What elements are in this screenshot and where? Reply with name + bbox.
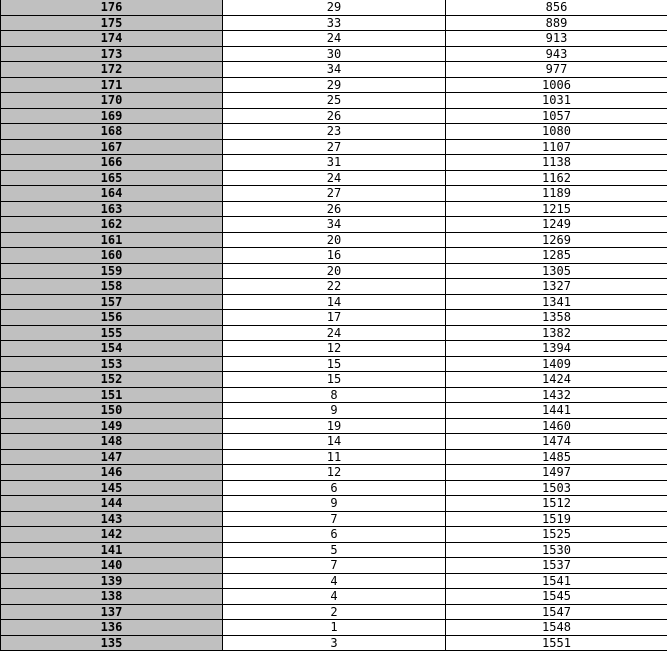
row-cumulative-cell: 1432 [446,387,667,403]
row-count-cell: 14 [223,294,446,310]
table-row [1,186,667,202]
row-key-cell: 161 [1,232,223,248]
table-row [1,620,667,636]
table-body [1,0,667,651]
row-key-cell: 156 [1,310,223,326]
row-count-cell: 22 [223,279,446,295]
row-key-cell: 169 [1,108,223,124]
table-row [1,124,667,140]
row-key-cell: 138 [1,589,223,605]
table-row [1,496,667,512]
row-count-cell: 1 [223,620,446,636]
table-row [1,170,667,186]
row-count-cell: 26 [223,108,446,124]
table-row [1,108,667,124]
table-row [1,511,667,527]
row-count-cell: 7 [223,511,446,527]
row-key-cell: 136 [1,620,223,636]
row-count-cell: 14 [223,434,446,450]
row-cumulative-cell: 1460 [446,418,667,434]
row-count-cell: 33 [223,15,446,31]
row-cumulative-cell: 1424 [446,372,667,388]
table-row [1,62,667,78]
row-cumulative-cell: 1409 [446,356,667,372]
row-key-cell: 149 [1,418,223,434]
row-cumulative-cell: 1285 [446,248,667,264]
row-key-cell: 152 [1,372,223,388]
row-count-cell: 29 [223,77,446,93]
row-key-cell: 139 [1,573,223,589]
row-cumulative-cell: 1525 [446,527,667,543]
row-count-cell: 9 [223,496,446,512]
row-cumulative-cell: 1548 [446,620,667,636]
table-row [1,139,667,155]
table-row [1,480,667,496]
row-count-cell: 3 [223,635,446,651]
row-cumulative-cell: 1080 [446,124,667,140]
row-cumulative-cell: 1547 [446,604,667,620]
row-key-cell: 166 [1,155,223,171]
row-cumulative-cell: 1215 [446,201,667,217]
row-key-cell: 164 [1,186,223,202]
row-cumulative-cell: 1382 [446,325,667,341]
table-row [1,217,667,233]
row-key-cell: 174 [1,31,223,47]
table-row [1,232,667,248]
row-key-cell: 144 [1,496,223,512]
row-count-cell: 23 [223,124,446,140]
table-row [1,263,667,279]
row-key-cell: 137 [1,604,223,620]
row-cumulative-cell: 977 [446,62,667,78]
row-count-cell: 17 [223,310,446,326]
row-cumulative-cell: 1394 [446,341,667,357]
row-cumulative-cell: 1551 [446,635,667,651]
row-key-cell: 173 [1,46,223,62]
row-key-cell: 155 [1,325,223,341]
table-row [1,465,667,481]
row-cumulative-cell: 1537 [446,558,667,574]
row-key-cell: 148 [1,434,223,450]
row-cumulative-cell: 1503 [446,480,667,496]
row-key-cell: 135 [1,635,223,651]
row-cumulative-cell: 1530 [446,542,667,558]
row-key-cell: 165 [1,170,223,186]
row-key-cell: 154 [1,341,223,357]
row-count-cell: 29 [223,0,446,15]
row-count-cell: 15 [223,356,446,372]
row-count-cell: 6 [223,527,446,543]
row-count-cell: 12 [223,341,446,357]
table-row [1,604,667,620]
row-key-cell: 140 [1,558,223,574]
row-cumulative-cell: 1358 [446,310,667,326]
table-row [1,15,667,31]
row-key-cell: 162 [1,217,223,233]
row-count-cell: 4 [223,573,446,589]
row-count-cell: 24 [223,325,446,341]
table-row [1,248,667,264]
row-count-cell: 2 [223,604,446,620]
row-key-cell: 147 [1,449,223,465]
table-row [1,372,667,388]
row-key-cell: 159 [1,263,223,279]
row-cumulative-cell: 1497 [446,465,667,481]
row-count-cell: 31 [223,155,446,171]
row-cumulative-cell: 1519 [446,511,667,527]
row-count-cell: 24 [223,170,446,186]
table-row [1,434,667,450]
row-count-cell: 7 [223,558,446,574]
table-row [1,387,667,403]
row-cumulative-cell: 1249 [446,217,667,233]
row-count-cell: 25 [223,93,446,109]
row-cumulative-cell: 1545 [446,589,667,605]
row-cumulative-cell: 1138 [446,155,667,171]
row-key-cell: 150 [1,403,223,419]
row-count-cell: 11 [223,449,446,465]
row-cumulative-cell: 913 [446,31,667,47]
table-row [1,403,667,419]
row-cumulative-cell: 1327 [446,279,667,295]
row-key-cell: 146 [1,465,223,481]
row-key-cell: 167 [1,139,223,155]
row-count-cell: 15 [223,372,446,388]
row-cumulative-cell: 1269 [446,232,667,248]
table-row [1,201,667,217]
table-row [1,31,667,47]
row-cumulative-cell: 1107 [446,139,667,155]
row-key-cell: 171 [1,77,223,93]
row-cumulative-cell: 1006 [446,77,667,93]
row-key-cell: 168 [1,124,223,140]
table-row [1,542,667,558]
row-key-cell: 142 [1,527,223,543]
table-row [1,558,667,574]
table-row [1,93,667,109]
table-row [1,0,667,15]
row-cumulative-cell: 856 [446,0,667,15]
row-count-cell: 30 [223,46,446,62]
row-key-cell: 160 [1,248,223,264]
row-key-cell: 145 [1,480,223,496]
row-count-cell: 34 [223,62,446,78]
row-count-cell: 6 [223,480,446,496]
row-cumulative-cell: 1305 [446,263,667,279]
table-row [1,294,667,310]
row-count-cell: 27 [223,139,446,155]
row-count-cell: 20 [223,263,446,279]
row-cumulative-cell: 1162 [446,170,667,186]
table-row [1,573,667,589]
row-cumulative-cell: 1474 [446,434,667,450]
row-count-cell: 34 [223,217,446,233]
table-row [1,527,667,543]
table-row [1,77,667,93]
table-row [1,310,667,326]
row-cumulative-cell: 1341 [446,294,667,310]
row-key-cell: 151 [1,387,223,403]
row-cumulative-cell: 889 [446,15,667,31]
row-cumulative-cell: 1541 [446,573,667,589]
row-count-cell: 26 [223,201,446,217]
row-key-cell: 158 [1,279,223,295]
row-key-cell: 143 [1,511,223,527]
row-cumulative-cell: 1485 [446,449,667,465]
row-cumulative-cell: 1512 [446,496,667,512]
table-row [1,449,667,465]
row-count-cell: 12 [223,465,446,481]
table-row [1,589,667,605]
row-count-cell: 20 [223,232,446,248]
table-row [1,155,667,171]
row-cumulative-cell: 1441 [446,403,667,419]
row-count-cell: 4 [223,589,446,605]
table-row [1,325,667,341]
row-cumulative-cell: 943 [446,46,667,62]
row-key-cell: 172 [1,62,223,78]
row-count-cell: 8 [223,387,446,403]
table-row [1,279,667,295]
table-row [1,418,667,434]
row-key-cell: 176 [1,0,223,15]
row-key-cell: 141 [1,542,223,558]
row-cumulative-cell: 1031 [446,93,667,109]
row-count-cell: 27 [223,186,446,202]
row-key-cell: 175 [1,15,223,31]
table-row [1,341,667,357]
row-key-cell: 157 [1,294,223,310]
row-key-cell: 153 [1,356,223,372]
row-count-cell: 24 [223,31,446,47]
table-row [1,356,667,372]
table-row [1,635,667,651]
row-key-cell: 163 [1,201,223,217]
row-count-cell: 19 [223,418,446,434]
table-row [1,46,667,62]
row-count-cell: 9 [223,403,446,419]
row-count-cell: 16 [223,248,446,264]
row-count-cell: 5 [223,542,446,558]
row-cumulative-cell: 1189 [446,186,667,202]
row-key-cell: 170 [1,93,223,109]
row-cumulative-cell: 1057 [446,108,667,124]
